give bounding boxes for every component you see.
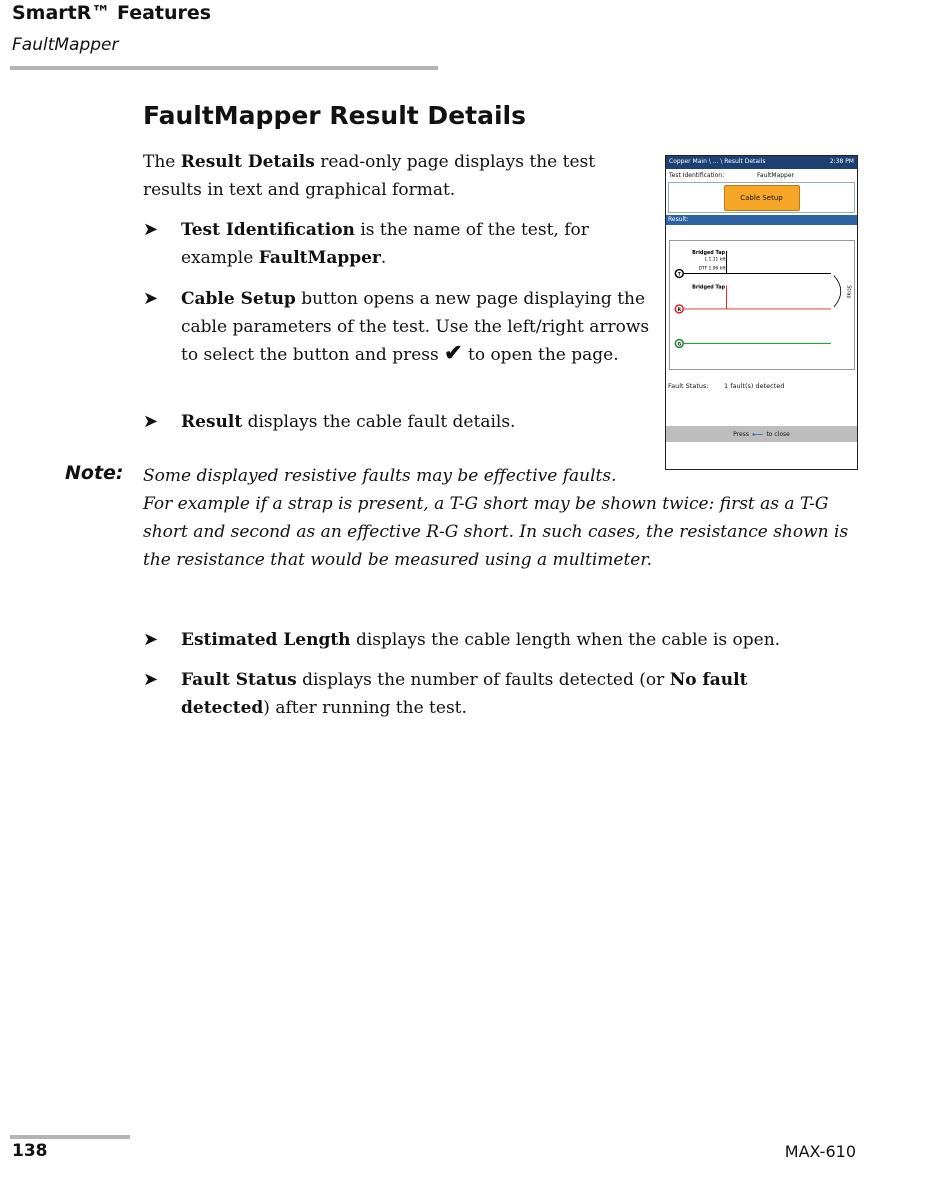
fault-diagram [669,240,855,370]
bullet-cable-setup [143,285,658,369]
result-header: Result: [666,215,857,225]
ring-letter: R [677,307,681,313]
text: read-only page displays the test results in text and graphical format. [143,152,596,200]
bold-text: Estimated Length [181,630,351,650]
tap1-label: Bridged Tap [692,249,726,256]
ground-letter: G [677,342,682,348]
breadcrumb: Copper Main \ ... \ Result Details [669,158,766,165]
bold-text: Result [181,412,243,432]
bold-text: FaultMapper [258,248,381,268]
text: to close [766,430,790,438]
bold-text: Fault Status [181,670,297,690]
bold-text: No fault detected [181,670,748,718]
section-title: SmartR™ Features [12,2,212,24]
bullet-test-identification [143,216,658,272]
note-line: For example if a strap is present, a T-G short may be shown twice: first as a T-G short and second as an effective R-G short. In such cases, the resistance shown is the resistance that would be measured using a multimeter. [143,494,849,570]
bold-text: Cable Setup [181,289,296,309]
text: to open the page. [462,345,619,365]
arrow-bullet-icon: ➤ [143,669,159,690]
close-bar[interactable] [666,426,857,442]
enter-key-icon: ⟵ [751,429,764,439]
intro-paragraph [143,148,653,204]
device-title-bar [666,156,857,169]
note-text [143,462,858,574]
text: . [380,248,387,268]
strap-arc [834,275,841,307]
tap1-dtf: DTF 1.96 kft [698,266,726,272]
text: ) after running the test. [263,698,467,718]
text: displays the number of faults detected (or [296,670,670,690]
note-label: Note: [65,462,124,484]
tap1-length: L 1.11 kft [704,257,726,263]
text: displays the cable fault details. [242,412,516,432]
text: Press [733,430,749,438]
arrow-bullet-icon: ➤ [143,411,159,432]
text: The [143,152,181,172]
value: 1 fault(s) detected [724,382,785,390]
value: FaultMapper [757,172,795,179]
arrow-bullet-icon: ➤ [143,629,159,650]
cable-setup-button[interactable]: Cable Setup [724,185,800,211]
bold-text: Test Identification [181,220,355,240]
label: Fault Status: [668,382,709,390]
bullet-fault-status [143,666,823,722]
page-number: 138 [12,1141,48,1161]
text: displays the cable length when the cable is open. [350,630,781,650]
text: button opens a new page displaying the cable parameters of the test. Use the left/right arrows to select the button and press [181,289,650,365]
subsection-title: FaultMapper [12,35,119,55]
arrow-bullet-icon: ➤ [143,288,159,309]
bullet-estimated-length [143,626,863,654]
tap2-label: Bridged Tap [692,284,726,291]
note-line: Some displayed resistive faults may be effective faults. [143,466,617,486]
fault-status-row [668,382,784,390]
test-identification-row [666,169,857,182]
label: Test Identification: [669,172,725,179]
arrow-bullet-icon: ➤ [143,219,159,240]
header-rule [10,66,438,70]
bullet-result [143,408,658,436]
clock: 2:38 PM [829,158,854,165]
bold-text: Result Details [180,152,315,172]
checkmark-icon: ✔ [444,340,463,366]
footer-rule [10,1135,130,1139]
device-screenshot [665,155,858,470]
strap-label: Strap [845,285,852,299]
tip-letter: T [677,272,681,278]
page-title: FaultMapper Result Details [143,101,526,130]
product-model: MAX-610 [784,1142,856,1161]
text: is the name of the test, for example [181,220,589,268]
